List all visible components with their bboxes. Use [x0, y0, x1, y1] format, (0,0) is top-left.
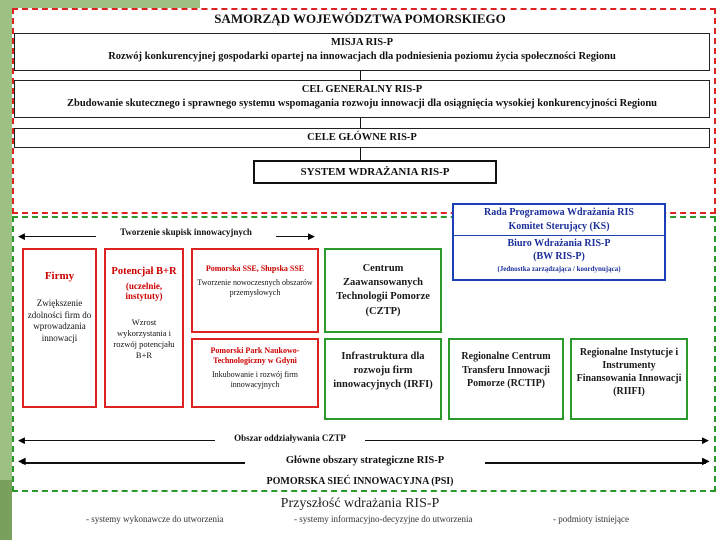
sse-text: Tworzenie nowoczesnych obszarów przemysłowych: [197, 278, 313, 298]
rctip-box: [448, 338, 564, 420]
arrow-right-icon: ▶: [702, 435, 709, 445]
council-line4: (BW RIS-P): [533, 251, 585, 262]
rctip-text: Regionalne Centrum Transferu Innowacji Pomorze (RCTIP): [461, 351, 551, 389]
mission-title: MISJA RIS-P: [330, 37, 394, 48]
clusters-label: Tworzenie skupisk innowacyjnych: [96, 227, 276, 237]
riifi-box: [570, 338, 688, 420]
sse-title: Pomorska SSE, Słupska SSE: [205, 264, 305, 273]
caption: Przyszłość wdrażania RIS-P: [280, 496, 440, 511]
arrow-left-icon: ◀: [18, 456, 26, 467]
legend-red: - systemy wykonawcze do utworzenia: [86, 514, 224, 524]
connector-line: [360, 71, 361, 80]
firms-box: [22, 248, 97, 408]
mission-box: [14, 33, 710, 71]
slide-accent-top: [0, 0, 200, 8]
park-title: Pomorski Park Naukowo-Technologiczny w Gdyni: [210, 346, 300, 366]
connector-line: [360, 148, 361, 160]
council-line1: Rada Programowa Wdrażania RIS: [484, 207, 634, 218]
firms-title: Firmy: [44, 270, 75, 282]
arrow-right-icon: ▶: [702, 456, 710, 467]
cztp-area-label: Obszar oddziaływania CZTP: [215, 433, 365, 443]
main-goals-box: [14, 128, 710, 148]
council-box: [452, 203, 666, 281]
cztp-text: Centrum Zaawansowanych Technologii Pomorze (CZTP): [336, 263, 430, 317]
potential-box: [104, 248, 184, 408]
legend-green: - systemy informacyjno-decyzyjne do utworzenia: [294, 514, 473, 524]
park-text: Inkubowanie i rozwój firm innowacyjnych: [212, 369, 298, 390]
legend-blue: - podmioty istniejące: [553, 514, 629, 524]
potential-text: Wzrost wykorzystania i rozwój potencjału B+R: [113, 317, 175, 361]
potential-title: Potencjał B+R: [111, 266, 177, 277]
network-label: POMORSKA SIEĆ INNOWACYJNA (PSI): [266, 476, 454, 487]
main-goal-text: Zbudowanie skutecznego i sprawnego systemu wspomagania rozwoju innowacji dla osiągnięcia wysokiej konkurencyjności Regionu: [67, 98, 657, 110]
potential-subtitle: (uczelnie, instytuty): [125, 281, 163, 301]
connector-line: [360, 118, 361, 128]
irfi-text: Infrastruktura dla rozwoju firm innowacyjnych (IRFI): [333, 351, 433, 391]
sse-box: [191, 248, 319, 333]
slide-accent-bottom: [0, 480, 12, 540]
slide-accent-strip: [0, 0, 12, 540]
cztp-box: [324, 248, 442, 333]
system-label: SYSTEM WDRAŻANIA RIS-P: [300, 166, 450, 178]
park-box: [191, 338, 319, 408]
firms-text: Zwiększenie zdolności firm do wprowadzania innowacji: [27, 298, 92, 344]
system-box: [253, 160, 497, 184]
arrow-right-icon: ▶: [308, 231, 315, 241]
council-line5: (Jednostka zarządzająca / koordynująca): [497, 265, 621, 273]
strategic-areas-label: Główne obszary strategiczne RIS-P: [245, 455, 485, 467]
region-title: SAMORZĄD WOJEWÓDZTWA POMORSKIEGO: [214, 11, 506, 26]
irfi-box: [324, 338, 442, 420]
mission-text: Rozwój konkurencyjnej gospodarki opartej na innowacjach dla podniesienia poziomu życia społeczności Regionu: [108, 51, 616, 63]
main-goal-title: CEL GENERALNY RIS-P: [301, 84, 423, 95]
council-line2: Komitet Sterujący (KS): [508, 221, 610, 232]
council-line3: Biuro Wdrażania RIS-P: [507, 238, 611, 249]
riifi-text: Regionalne Instytucje i Instrumenty Finansowania Innowacji (RIIFI): [576, 347, 682, 397]
main-goal-box: [14, 80, 710, 118]
main-goals-label: CELE GŁÓWNE RIS-P: [307, 132, 417, 143]
arrow-left-icon: ◀: [18, 435, 25, 445]
arrow-left-icon: ◀: [18, 231, 25, 241]
